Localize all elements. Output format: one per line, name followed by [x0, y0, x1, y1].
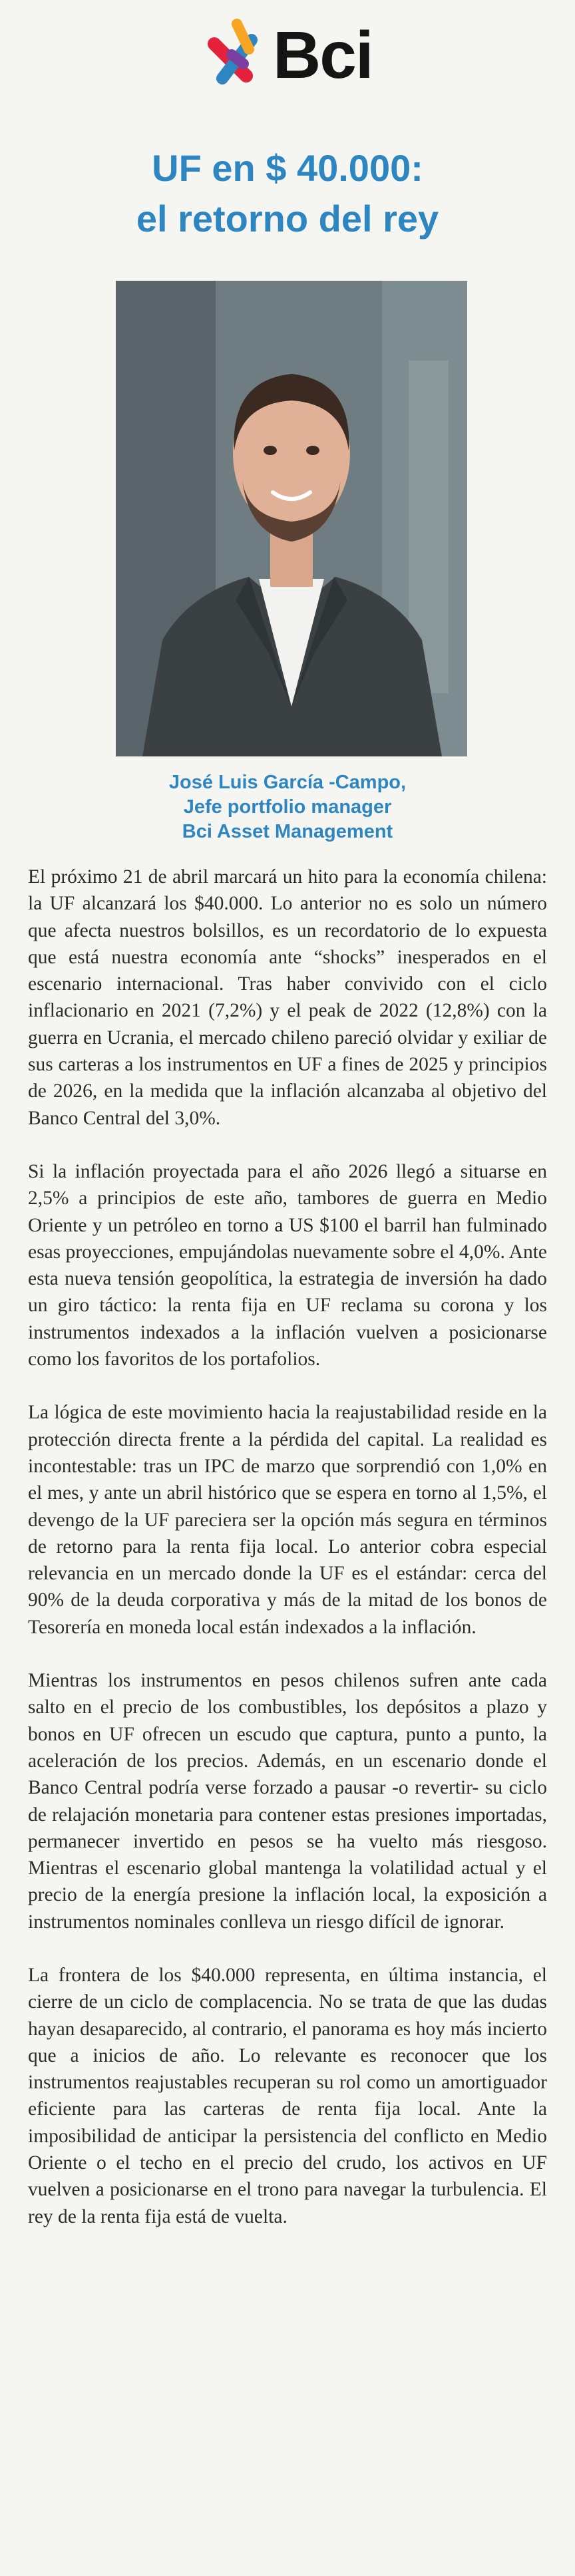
brand-logo: [0, 15, 575, 94]
headline-line-2: el retorno del rey: [136, 198, 439, 240]
author-name: José Luis García -Campo,: [168, 772, 407, 793]
brand-name: Bci: [273, 18, 373, 92]
article-paragraph: La frontera de los $40.000 representa, en última instancia, el cierre de un ciclo de complacencia. No se trata de que las dudas hayan desaparecido, al contrario, el panorama es hoy más incierto que a inicios de año. Lo relevante es reconocer que los instrumentos reajustables recuperan su rol como un amortiguador eficiente para las carteras de renta fija local. Ante la imposibilidad de anticipar la persistencia del conflicto en Medio Oriente o el techo en el precio del crudo, los activos en UF vuelven a posicionarse en el trono para navegar la turbulencia. El rey de la renta fija está de vuelta.: [28, 1964, 547, 2227]
headline: [0, 143, 575, 244]
author-caption: [0, 770, 575, 844]
author-photo: [116, 281, 467, 756]
article-body: [28, 864, 547, 2257]
article-paragraph: Mientras los instrumentos en pesos chilenos sufren ante cada salto en el precio de los combustibles, los depósitos a plazo y bonos en UF ofrecen un escudo que captura, punto a punto, la aceleración de los precios. Además, en un escenario donde el Banco Central podría verse forzado a pausar -o revertir- su ciclo de relajación monetaria para contener estas presiones importadas, permanecer invertido en pesos se ha vuelto más riesgoso. Mientras el escenario global mantenga la volatilidad actual y el precio de la energía presione la inflación local, la exposición a instrumentos nominales conlleva un riesgo difícil de ignorar.: [28, 1670, 547, 1933]
author-portrait-image: [116, 281, 467, 756]
article-paragraph: Si la inflación proyectada para el año 2026 llegó a situarse en 2,5% a principios de este año, tambores de guerra en Medio Oriente y un petróleo en torno a US $100 el barril han fulminado esas proyecciones, empujándolas nuevamente sobre el 4,0%. Ante esta nueva tensión geopolítica, la estrategia de inversión ha dado un giro táctico: la renta fija en UF reclama su corona y los instrumentos indexados a la inflación vuelven a posicionarse como los favoritos de los portafolios.: [28, 1160, 547, 1370]
article-paragraph: La lógica de este movimiento hacia la reajustabilidad reside en la protección directa frente a la pérdida del capital. La realidad es incontestable: tras un IPC de marzo que sorprendió con 1,0% en el mes, y ante un abril histórico que se espera en torno al 1,5%, el devengo de la UF pareciera ser la opción más segura en términos de retorno para la renta fija local. Lo anterior cobra especial relevancia en un mercado donde la UF es el estándar: cerca del 90% de la deuda corporativa y más de la mitad de los bonos de Tesorería en moneda local están indexados a la inflación.: [28, 1402, 547, 1638]
author-company: Bci Asset Management: [182, 821, 393, 842]
headline-line-1: UF en $ 40.000:: [152, 147, 423, 189]
bci-logo-icon: [205, 15, 272, 93]
author-role: Jefe portfolio manager: [183, 796, 392, 818]
article-paragraph: El próximo 21 de abril marcará un hito para la economía chilena: la UF alcanzará los $40.000. Lo anterior no es solo un número que afecta nuestros bolsillos, es un recordatorio de lo expuesta que está nuestra economía ante “shocks” inesperados en el escenario internacional. Tras haber convivido con el ciclo inflacionario en 2021 (7,2%) y el peak de 2022 (12,8%) con la guerra en Ucrania, el mercado chileno pareció olvidar y exiliar de sus carteras a los instrumentos en UF a fines de 2025 y principios de 2026, en la medida que la inflación alcanzaba al objetivo del Banco Central del 3,0%.: [28, 866, 547, 1129]
